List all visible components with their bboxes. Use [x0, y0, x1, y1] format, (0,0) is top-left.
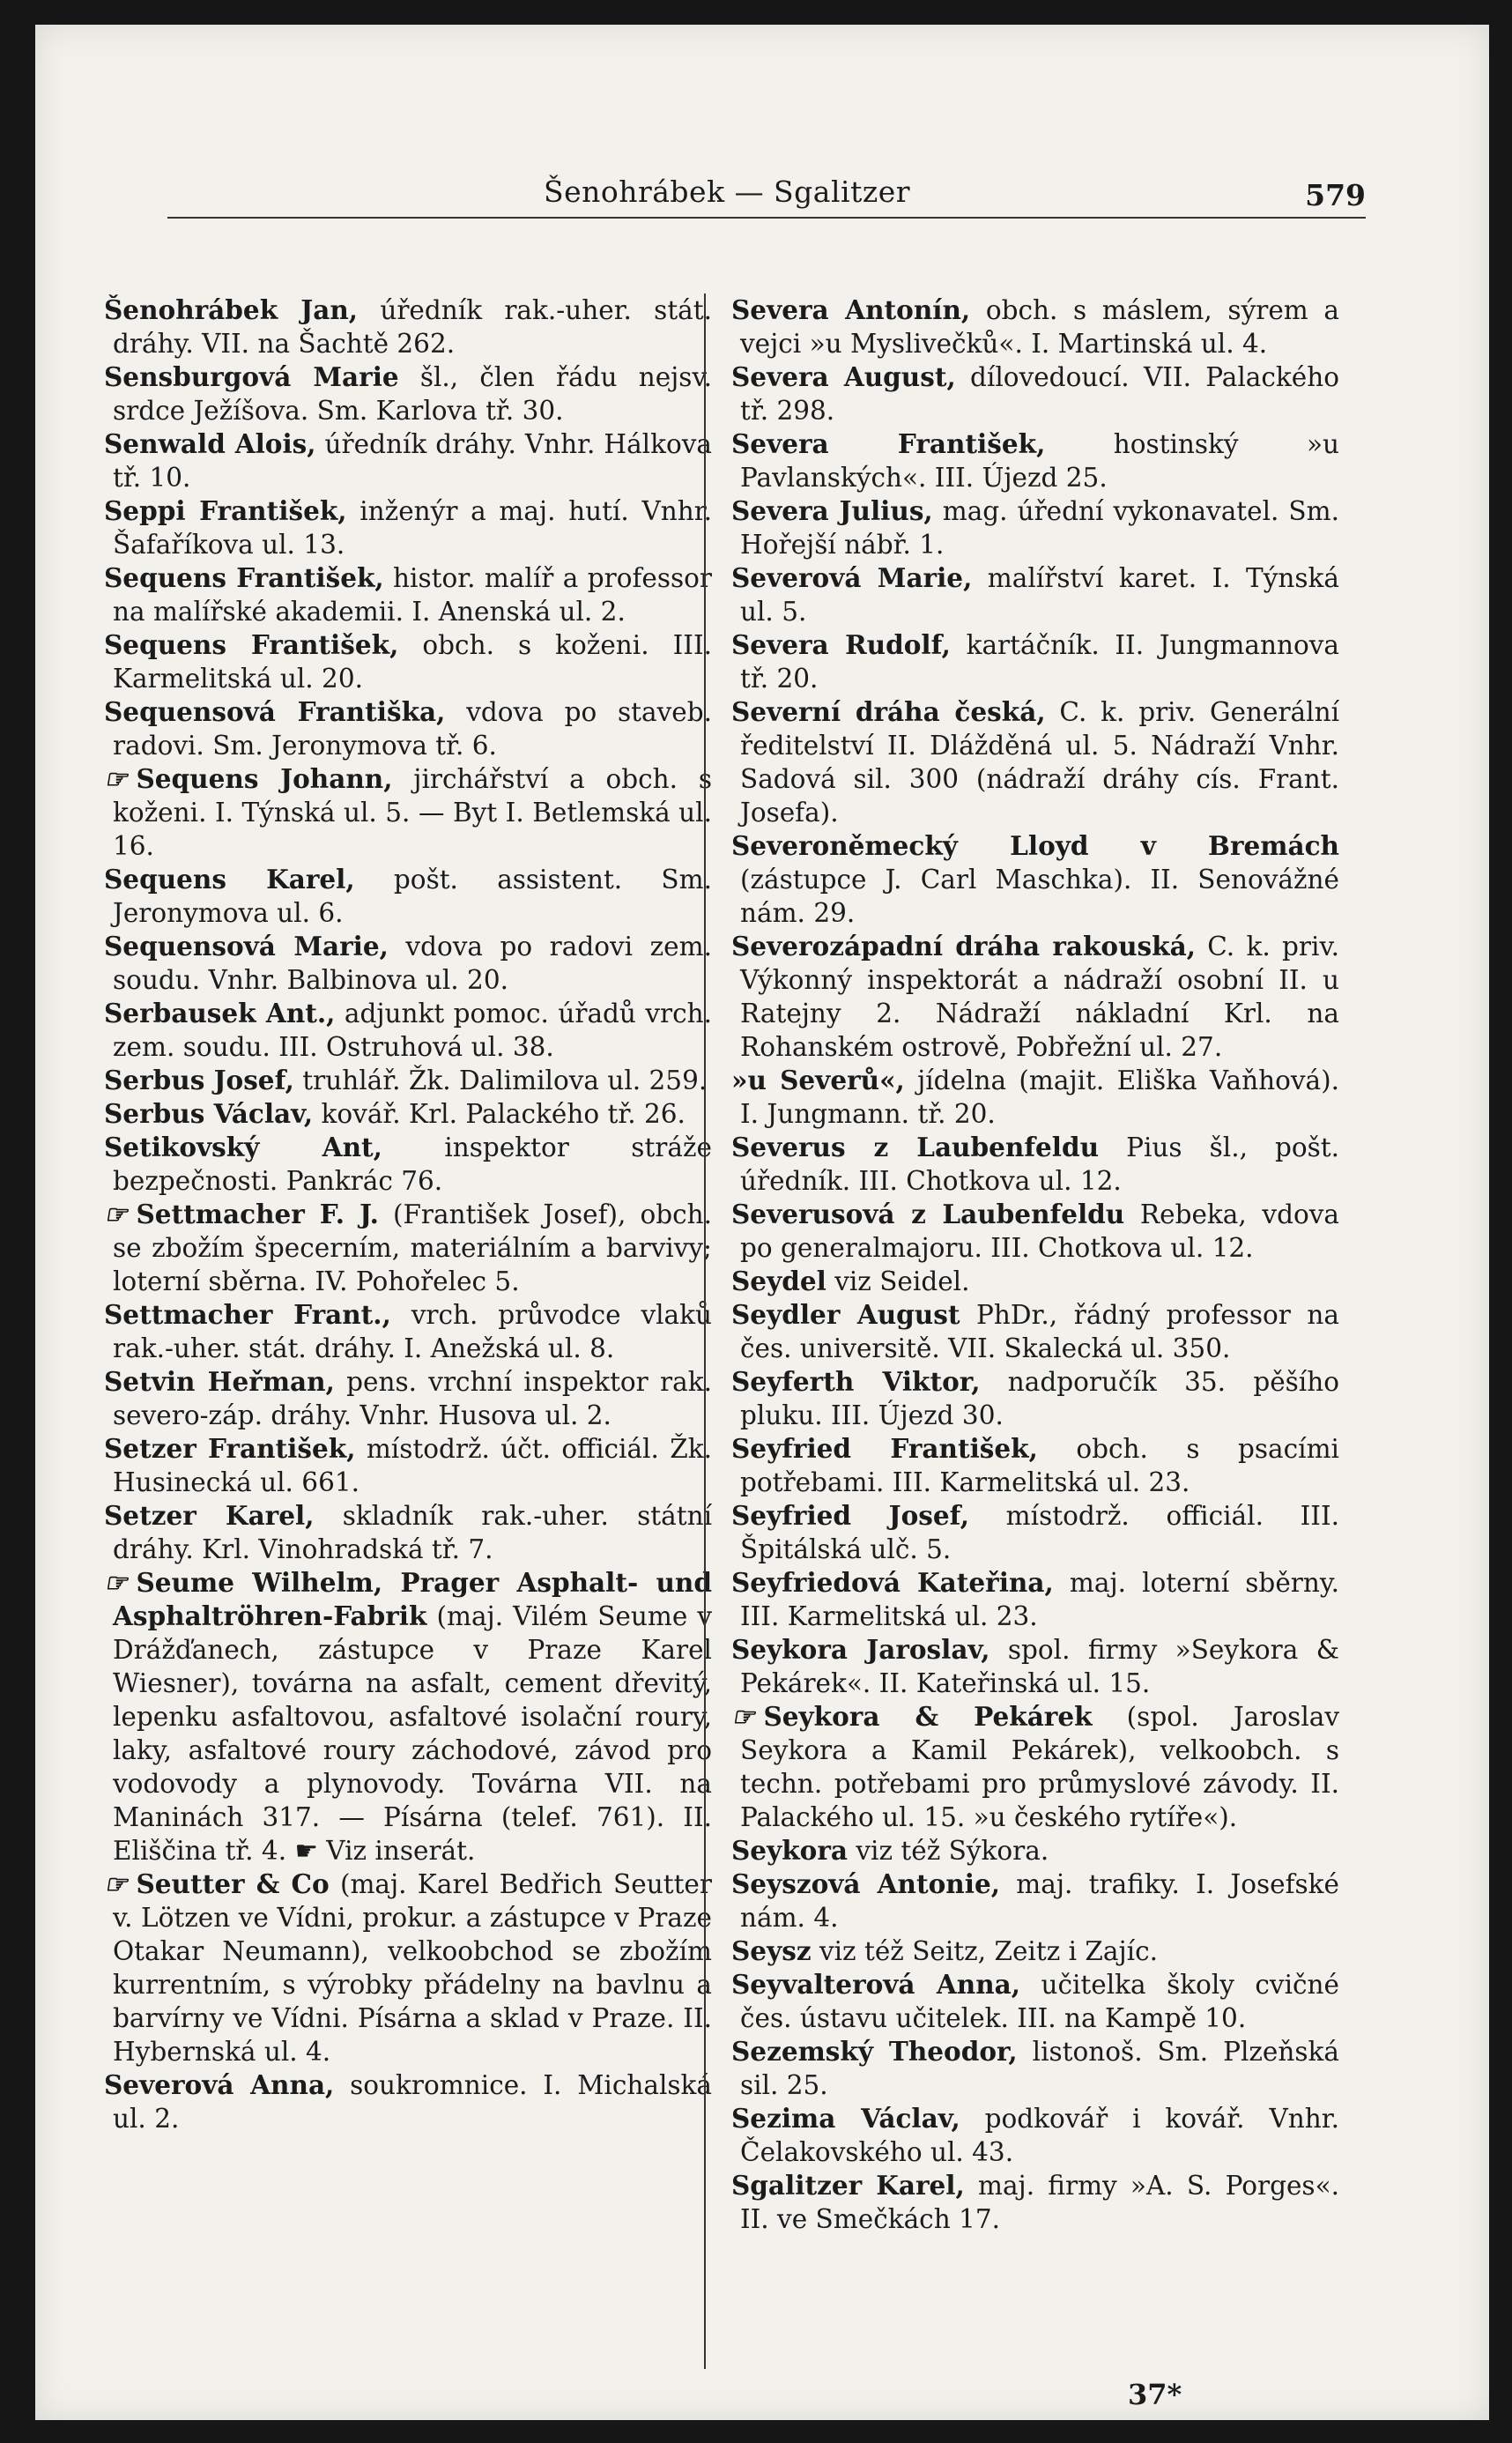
- directory-entry: [731, 1365, 1339, 1432]
- entry-details: soukromnice. I. Michalská ul. 2.: [113, 2070, 712, 2134]
- directory-entry: [731, 293, 1339, 360]
- entry-name: Seyferth Viktor,: [731, 1366, 981, 1397]
- entry-name: Sequensová Františka,: [104, 696, 446, 727]
- directory-entry: [731, 1131, 1339, 1198]
- entry-name: Setzer Karel,: [104, 1500, 315, 1531]
- entry-name: Severa Rudolf,: [731, 629, 951, 660]
- directory-entry: [104, 1064, 712, 1097]
- running-title: Šenohrábek — Sgalitzer: [543, 174, 911, 209]
- entry-details: vdova po radovi zem. soudu. Vnhr. Balbinova ul. 20.: [113, 932, 712, 995]
- entry-name: »u Severů«,: [731, 1065, 905, 1095]
- directory-entry: [731, 1934, 1339, 1968]
- pointing-hand-icon: ☞: [104, 763, 128, 794]
- entry-details: inspektor stráže bezpečnosti. Pankrác 76.: [113, 1132, 712, 1196]
- signature-mark: 37*: [1128, 2378, 1182, 2411]
- entry-name: Sezemský Theodor,: [731, 2036, 1018, 2067]
- directory-entry: [104, 1198, 712, 1298]
- entry-name: Seppi František,: [104, 495, 347, 526]
- directory-entry: [104, 863, 712, 930]
- directory-entry: [731, 628, 1339, 695]
- directory-entry: [731, 1198, 1339, 1265]
- entry-details: vrch. průvodce vlaků rak.-uher. stát. dráhy. I. Anežská ul. 8.: [113, 1300, 713, 1363]
- directory-entry: [731, 1298, 1339, 1365]
- entry-details: viz též Seitz, Zeitz i Zajíc.: [811, 1936, 1159, 1966]
- page-header: [35, 174, 1489, 227]
- entry-details: vdova po staveb. radovi. Sm. Jeronymova tř. 6.: [113, 697, 712, 761]
- entry-name: Serbus Josef,: [104, 1065, 294, 1095]
- directory-entry: [731, 930, 1339, 1064]
- directory-entry: [731, 829, 1339, 930]
- entry-name: Seyszová Antonie,: [731, 1868, 1001, 1899]
- entry-details: listonoš. Sm. Plzeňská sil. 25.: [740, 2037, 1339, 2100]
- directory-entry: [731, 1499, 1339, 1566]
- directory-entry: [731, 1566, 1339, 1633]
- entry-name: Seyvalterová Anna,: [731, 1969, 1021, 2000]
- directory-entry: [731, 2035, 1339, 2102]
- entry-details: Rebeka, vdova po generalmajoru. III. Chotkova ul. 12.: [740, 1199, 1339, 1263]
- entry-details: jídelna (majit. Eliška Vaňhová). I. Jungmann. tř. 20.: [740, 1066, 1339, 1129]
- entry-name: Setzer František,: [104, 1433, 356, 1464]
- entry-details: dílovedoucí. VII. Palackého tř. 298.: [740, 362, 1339, 426]
- entry-name: Settmacher F. J.: [136, 1199, 379, 1229]
- entry-name: Severozápadní dráha rakouská,: [731, 931, 1196, 962]
- directory-entry: [104, 695, 712, 762]
- entry-name: Seydel: [731, 1266, 826, 1296]
- directory-entry: [104, 1432, 712, 1499]
- directory-entry: [104, 360, 712, 427]
- directory-entry: [731, 427, 1339, 494]
- entry-details: (František Josef), obch. se zbožím špecerním, materiálním a barvivy; loterní sběrna. IV. Pohořelec 5.: [113, 1199, 713, 1296]
- directory-entry: [731, 2169, 1339, 2236]
- entry-details: obch. s koženi. III. Karmelitská ul. 20.: [113, 630, 712, 694]
- entry-details: maj. loterní sběrny. III. Karmelitská ul. 23.: [740, 1568, 1340, 1631]
- directory-entry: [731, 1064, 1339, 1131]
- entry-name: Senwald Alois,: [104, 428, 316, 459]
- entry-name: Severová Anna,: [104, 2069, 335, 2100]
- entry-name: Sensburgová Marie: [104, 361, 399, 392]
- entry-name: Setikovský Ant,: [104, 1132, 382, 1162]
- header-rule: [167, 217, 1366, 219]
- entry-name: Šenohrábek Jan,: [104, 294, 359, 325]
- entry-name: Seydler August: [731, 1299, 960, 1330]
- directory-entry: [104, 930, 712, 997]
- entry-name: Serbausek Ant.,: [104, 998, 336, 1028]
- entry-name: Seutter & Co: [136, 1868, 330, 1899]
- entry-details: obch. s psacími potřebami. III. Karmelitská ul. 23.: [740, 1434, 1339, 1497]
- entry-details: mag. úřední vykonavatel. Sm. Hořejší nábř. 1.: [740, 496, 1339, 560]
- pointing-hand-icon: ☞: [104, 1567, 128, 1598]
- directory-entry: [731, 1700, 1339, 1834]
- pointing-hand-icon: ☞: [104, 1199, 128, 1229]
- entry-name: Seume Wilhelm, Prager Asphalt- und Asphaltröhren-Fabrik: [113, 1567, 712, 1631]
- directory-entry: [104, 628, 712, 695]
- entry-details: pošt. assistent. Sm. Jeronymova ul. 6.: [113, 865, 712, 928]
- entry-name: Seyfried Josef,: [731, 1500, 969, 1531]
- directory-entry: [104, 1566, 712, 1868]
- directory-page: [35, 25, 1489, 2420]
- entry-name: Serbus Václav,: [104, 1098, 314, 1129]
- entry-name: Severusová z Laubenfeldu: [731, 1199, 1125, 1229]
- entry-details: (maj. Karel Bedřich Seutter v. Lötzen ve Vídni, prokur. a zástupce v Praze Otakar Neumann), velkoobchod se zbožím kurrentním, s výrobky přádelny na bavlnu a barvírny ve Vídni. Písárna a sklad v Praze. II. Hybernská ul. 4.: [113, 1869, 712, 2067]
- directory-entry: [104, 1365, 712, 1432]
- directory-entry: [104, 561, 712, 628]
- entry-details: adjunkt pomoc. úřadů vrch. zem. soudu. III. Ostruhová ul. 38.: [113, 999, 712, 1062]
- entry-details: maj. trafiky. I. Josefské nám. 4.: [740, 1869, 1340, 1933]
- entry-name: Seysz: [731, 1935, 812, 1966]
- entry-details: kartáčník. II. Jungmannova tř. 20.: [740, 630, 1339, 694]
- entry-name: Severa August,: [731, 361, 956, 392]
- entry-name: Setvin Heřman,: [104, 1366, 335, 1397]
- entry-name: Sequens František,: [104, 629, 399, 660]
- directory-entry: [731, 1432, 1339, 1499]
- entry-details: obch. s máslem, sýrem a vejci »u Myslivečků«. I. Martinská ul. 4.: [740, 295, 1340, 359]
- directory-entry: [104, 494, 712, 561]
- entry-details: spol. firmy »Seykora & Pekárek«. II. Kateřinská ul. 15.: [740, 1635, 1340, 1698]
- entry-name: Seykora Jaroslav,: [731, 1634, 990, 1665]
- entry-details: viz Seidel.: [826, 1266, 970, 1296]
- entry-name: Sequens František,: [104, 562, 384, 593]
- entry-name: Severoněmecký Lloyd v Bremách: [731, 830, 1339, 861]
- directory-entry: [731, 2102, 1339, 2169]
- entry-name: Seyfriedová Kateřina,: [731, 1567, 1054, 1598]
- entry-name: Seyfried František,: [731, 1433, 1038, 1464]
- directory-entry: [104, 427, 712, 494]
- entry-details: podkovář i kovář. Vnhr. Čelakovského ul. 43.: [740, 2104, 1339, 2167]
- entry-details: (zástupce J. Carl Maschka). II. Senovážné nám. 29.: [740, 865, 1339, 928]
- entry-name: Settmacher Frant.,: [104, 1299, 391, 1330]
- entry-name: Sequens Johann,: [136, 763, 393, 794]
- entry-details: kovář. Krl. Palackého tř. 26.: [313, 1099, 686, 1129]
- entry-details: PhDr., řádný professor na čes. universitě. VII. Skalecká ul. 350.: [740, 1300, 1339, 1363]
- directory-entry: [731, 1868, 1339, 1934]
- entry-name: Severní dráha česká,: [731, 696, 1046, 727]
- directory-entry: [731, 360, 1339, 427]
- entry-details: maj. firmy »A. S. Porges«. II. ve Smečkách 17.: [740, 2171, 1339, 2234]
- directory-entry: [731, 1968, 1339, 2035]
- entry-name: Severa Julius,: [731, 495, 933, 526]
- directory-entry: [104, 1499, 712, 1566]
- pointing-hand-icon: ☞: [731, 1701, 755, 1732]
- entry-details: učitelka školy cvičné čes. ústavu učitelek. III. na Kampě 10.: [740, 1970, 1339, 2033]
- directory-entry: [104, 293, 712, 360]
- entry-name: Sequensová Marie,: [104, 931, 389, 962]
- directory-entry: [731, 1633, 1339, 1700]
- pointing-hand-icon: ☞: [104, 1868, 128, 1899]
- entry-details: truhlář. Žk. Dalimilova ul. 259.: [293, 1066, 708, 1095]
- directory-entry: [104, 1131, 712, 1198]
- entry-name: Sequens Karel,: [104, 864, 355, 895]
- entry-name: Severus z Laubenfeldu: [731, 1132, 1100, 1162]
- entry-details: místodrž. officiál. III. Špitálská ulč. 5.: [740, 1501, 1339, 1564]
- entry-name: Severa Antonín,: [731, 294, 971, 325]
- entry-details: malířství karet. I. Týnská ul. 5.: [740, 563, 1339, 627]
- entry-details: pens. vrchní inspektor rak. severo-záp. dráhy. Vnhr. Husova ul. 2.: [113, 1367, 712, 1430]
- entry-details: nadporučík 35. pěšího pluku. III. Újezd 30.: [740, 1367, 1339, 1430]
- column-divider: [704, 293, 706, 2369]
- entry-details: úředník rak.-uher. stát. dráhy. VII. na Šachtě 262.: [113, 295, 712, 359]
- left-column: [104, 293, 712, 2135]
- entry-name: Sgalitzer Karel,: [731, 2170, 965, 2201]
- page-number: 579: [1305, 178, 1366, 212]
- directory-entry: [104, 1868, 712, 2068]
- entry-details: histor. malíř a professor na malířské akademii. I. Anenská ul. 2.: [113, 563, 712, 627]
- directory-entry: [104, 997, 712, 1064]
- entry-name: Seykora & Pekárek: [763, 1701, 1093, 1732]
- entry-details: C. k. priv. Výkonný inspektorát a nádraží osobní II. u Ratejny 2. Nádraží nákladní Krl. na Rohanském ostrově, Pobřežní ul. 27.: [740, 932, 1339, 1062]
- directory-entry: [731, 561, 1339, 628]
- right-column: [731, 293, 1339, 2236]
- directory-entry: [104, 762, 712, 863]
- entry-details: šl., člen řádu nejsv. srdce Ježíšova. Sm. Karlova tř. 30.: [113, 362, 712, 426]
- entry-details: jirchářství a obch. s koženi. I. Týnská ul. 5. — Byt I. Betlemská ul. 16.: [113, 764, 712, 861]
- entry-name: Sezima Václav,: [731, 2103, 960, 2134]
- entry-details: místodrž. účt. officiál. Žk. Husinecká ul. 661.: [113, 1434, 712, 1497]
- directory-entry: [731, 695, 1339, 829]
- entry-details: viz též Sýkora.: [848, 1836, 1049, 1866]
- directory-entry: [731, 1265, 1339, 1298]
- entry-name: Severa František,: [731, 428, 1046, 459]
- directory-entry: [104, 1097, 712, 1131]
- entry-details: C. k. priv. Generální ředitelství II. Dlážděná ul. 5. Nádraží Vnhr. Sadová sil. 300 (nádraží dráhy cís. Frant. Josefa).: [740, 697, 1339, 828]
- entry-name: Severová Marie,: [731, 562, 973, 593]
- directory-entry: [104, 1298, 712, 1365]
- entry-details: hostinský »u Pavlanských«. III. Újezd 25.: [740, 429, 1339, 493]
- entry-details: úředník dráhy. Vnhr. Hálkova tř. 10.: [113, 429, 712, 493]
- entry-details: inženýr a maj. hutí. Vnhr. Šafaříkova ul. 13.: [113, 496, 712, 560]
- directory-entry: [731, 1834, 1339, 1868]
- directory-entry: [731, 494, 1339, 561]
- directory-entry: [104, 2068, 712, 2135]
- entry-details: (spol. Jaroslav Seykora a Kamil Pekárek), velkoobch. s techn. potřebami pro průmyslové závody. II. Palackého ul. 15. »u českého rytíře«).: [740, 1702, 1340, 1832]
- entry-details: Pius šl., pošt. úředník. III. Chotkova ul. 12.: [740, 1132, 1340, 1196]
- entry-details: skladník rak.-uher. státní dráhy. Krl. Vinohradská tř. 7.: [113, 1501, 713, 1564]
- entry-name: Seykora: [731, 1835, 848, 1866]
- entry-details: (maj. Vilém Seume v Drážďanech, zástupce v Praze Karel Wiesner), továrna na asfalt, cement dřevitý, lepenku asfaltovou, asfaltové isolační roury, laky, asfaltové roury záchodové, závod pro vodovody a plynovody. Továrna VII. na Maninách 317. — Písárna (telef. 761). II. Eliščina tř. 4. ☛ Viz inserát.: [113, 1601, 712, 1866]
